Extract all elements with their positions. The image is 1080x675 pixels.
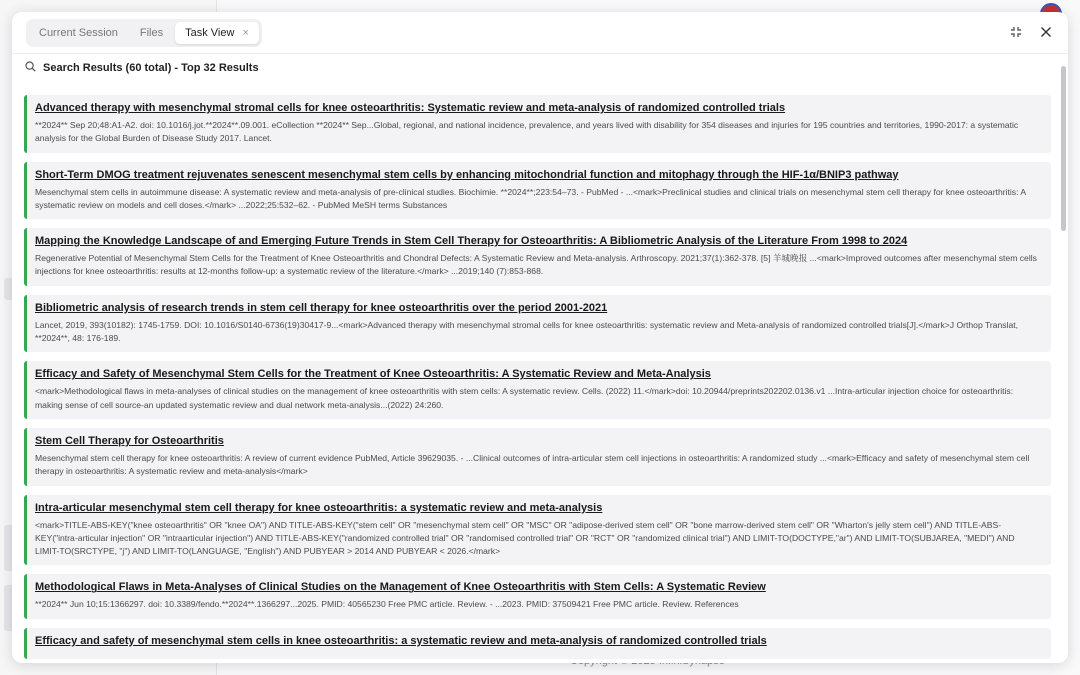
result-card[interactable] [24, 495, 1051, 566]
tab-task-view[interactable] [175, 22, 259, 44]
results-header [25, 58, 259, 78]
result-title-link[interactable]: Mapping the Knowledge Landscape of and Emerging Future Trends in Stem Cell Therapy for Osteoarthritis: A Bibliometric Analysis of the Literature From 1998 to 2024 [35, 235, 908, 248]
result-title-link[interactable]: Advanced therapy with mesenchymal stromal cells for knee osteoarthritis: Systematic review and meta-analysis of randomized controlled trials [35, 102, 786, 114]
tab-label: Current Session [39, 27, 118, 39]
results-panel [12, 54, 1068, 663]
result-snippet: Mesenchymal stem cells in autoimmune disease: A systematic review and meta-analysis of pre-clinical studies. Biochimie. **2024**;223:54–73. - PubMed - ...<mark>Preclinical studies and clinical trials on mesenchymal stem cell therapy for knee osteoarthritis: A systematic review on models and cell doses.</mark> ...2022;25:532–62. - PubMed MeSH terms Substances [35, 186, 1026, 210]
result-card[interactable] [24, 574, 1051, 618]
tab-close-icon[interactable]: × [242, 27, 249, 39]
result-title-link[interactable]: Bibliometric analysis of research trends in stem cell therapy for knee osteoarthritis over the period 2001-2021 [35, 301, 608, 314]
result-card[interactable] [24, 361, 1051, 419]
search-icon [25, 59, 36, 77]
result-title-link[interactable]: Efficacy and Safety of Mesenchymal Stem Cells for the Treatment of Knee Osteoarthritis: A Systematic Review and Meta-Analysis [35, 368, 711, 381]
tab-label: Task View [185, 27, 235, 39]
result-snippet: **2024** Jun 10;15:1366297. doi: 10.3389/fendo.**2024**.1366297...2025. PMID: 40565230 Free PMC article. Review. - ...2023. PMID: 37509421 Free PMC article. Review. References [35, 599, 739, 610]
tab-bar [26, 19, 262, 47]
tab-label: Files [139, 27, 164, 39]
results-list [24, 95, 1051, 663]
tab-current-session[interactable] [29, 22, 128, 44]
result-title-link[interactable]: Intra-articular mesenchymal stem cell therapy for knee osteoarthritis: a systematic review and meta-analysis [35, 501, 603, 514]
window-controls [1008, 24, 1054, 40]
result-title-link[interactable]: Stem Cell Therapy for Osteoarthritis [35, 434, 224, 447]
result-snippet: **2024** Sep 20;48:A1-A2. doi: 10.1016/j.jot.**2024**.09.001. eCollection **2024** Sep...Global, regional, and national incidence, prevalence, and years lived with disability for 354 diseases and injuries for 195 countries and territories, 1990-2017: a systematic analysis for the Global Burden of Disease Study 2017. Lancet. [35, 120, 1019, 144]
close-icon[interactable] [1038, 24, 1054, 40]
collapse-icon[interactable] [1008, 24, 1024, 40]
result-card[interactable] [24, 228, 1051, 286]
result-title-link[interactable]: Short-Term DMOG treatment rejuvenates senescent mesenchymal stem cells by enhancing mitochondrial function and mitophagy through the HIF-1α/BNIP3 pathway [35, 168, 899, 181]
scrollbar-thumb[interactable] [1061, 66, 1066, 231]
result-card[interactable] [24, 162, 1051, 220]
result-snippet: Mesenchymal stem cell therapy for knee osteoarthritis: A review of current evidence PubMed, Article 39629035. - ...Clinical outcomes of intra-articular stem cell injections in osteoarthritis: A randomized study ...<mark>Efficacy and safety of mesenchymal stem cell therapy in osteoarthritis: A systematic review and meta-analysis</mark> [35, 452, 1030, 477]
result-card[interactable] [24, 295, 1051, 353]
result-snippet: <mark>TITLE-ABS-KEY("knee osteoarthritis" OR "knee OA") AND TITLE-ABS-KEY("stem cell" OR "mesenchymal stem cell" OR "MSC" OR "adipose-derived stem cell" OR "bone marrow-derived stem cell" OR "Wharton's jelly stem cell") AND TITLE-ABS-KEY("intra-articular injection" OR "intraarticular injection") AND TITLE-ABS-KEY("randomized controlled trial" OR "randomised controlled trial" OR "RCT" OR "randomized clinical trial") AND LIMIT-TO(DOCTYPE,"ar") AND LIMIT-TO(SUBJAREA, "MEDI") AND LIMIT-TO(SRCTYPE, "j") AND LIMIT-TO(LANGUAGE, "English") AND PUBYEAR > 2014 AND PUBYEAR < 2026.</mark> [35, 519, 1015, 557]
result-snippet: <mark>Methodological flaws in meta-analyses of clinical studies on the management of knee osteoarthritis with stem cells: A systematic review. Cells. (2022) 11.</mark>doi: 10.20944/preprints202202.0136.v1 ...Intra-articular injection choice for osteoarthritis: making sense of cell source-an updated systematic review and dual network meta-analysis...(2022) 24:260. [35, 386, 1014, 410]
result-card[interactable] [24, 628, 1051, 659]
task-view-modal [12, 12, 1068, 663]
result-card[interactable] [24, 428, 1051, 486]
result-snippet: Regenerative Potential of Mesenchymal Stem Cells for the Treatment of Knee Osteoarthritis and Chondral Defects: A Systematic Review and Meta-analysis. Arthroscopy. 2021;37(1):362-378. [5] 羊城晚报 ...<mark>Improved outcomes after mesenchymal stem cells injections for knee osteoarthritis: results at 12-months follow-up: a systematic review of the literature.</mark> ...2019;140 (7):853-868. [35, 253, 1037, 277]
result-title-link[interactable]: Efficacy and safety of mesenchymal stem cells in knee osteoarthritis: a systematic review and meta-analysis of randomized controlled trials [35, 634, 767, 647]
result-card[interactable] [24, 95, 1051, 153]
result-snippet: Lancet, 2019, 393(10182): 1745-1759. DOI: 10.1016/S0140-6736(19)30417-9...<mark>Advanced therapy with mesenchymal stromal cells for knee osteoarthritis: systematic review and Meta-analysis of randomized controlled trials[J].</mark>J Orthop Translat, **2024**, 48: 176-189. [35, 319, 1019, 344]
result-title-link[interactable]: Methodological Flaws in Meta-Analyses of Clinical Studies on the Management of Knee Osteoarthritis with Stem Cells: A Systematic Review [35, 581, 766, 594]
tab-files[interactable] [130, 22, 173, 44]
results-title: Search Results (60 total) - Top 32 Results [43, 62, 259, 74]
